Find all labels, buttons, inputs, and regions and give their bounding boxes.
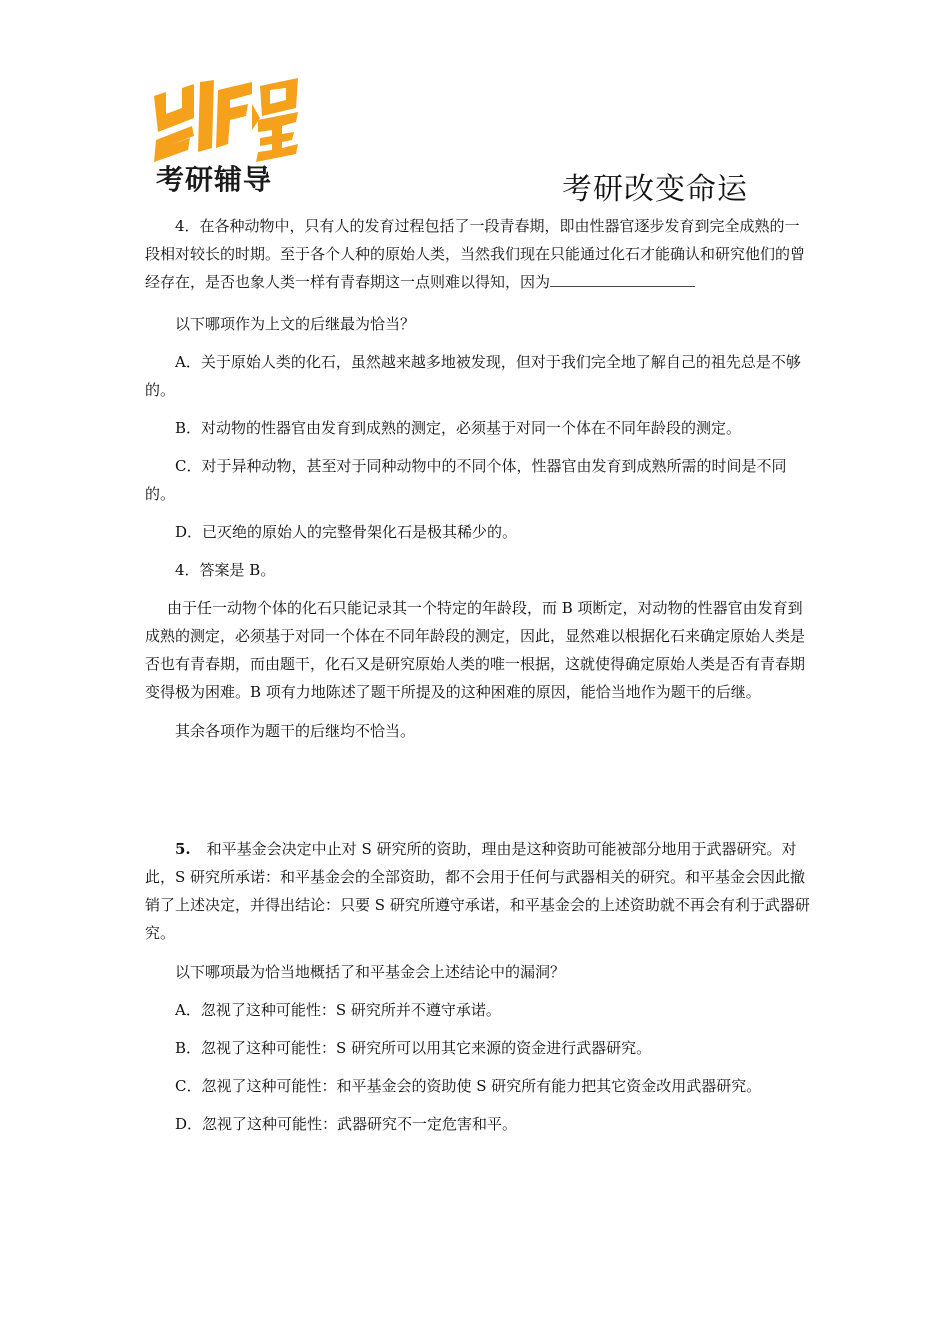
question-5-stem-text: 和平基金会决定中止对 S 研究所的资助，理由是这种资助可能被部分地用于武器研究。对此，S 研究所承诺：和平基金会的全部资助，都不会用于任何与武器相关的研究。和平基金会因此撤销了上述决定，并得出结论：只要 S 研究所遵守承诺，和平基金会的上述资助就不再会有利于武器研究。 bbox=[145, 840, 810, 942]
question-4-option-d: D．已灭绝的原始人的完整骨架化石是极其稀少的。 bbox=[175, 523, 518, 541]
question-5-option-d: D．忽视了这种可能性：武器研究不一定危害和平。 bbox=[175, 1115, 518, 1133]
question-4-remark: 其余各项作为题干的后继均不恰当。 bbox=[175, 722, 416, 740]
question-5-prompt: 以下哪项最为恰当地概括了和平基金会上述结论中的漏洞？ bbox=[175, 963, 566, 981]
question-5-option-a: A．忽视了这种可能性：S 研究所并不遵守承诺。 bbox=[175, 1001, 501, 1019]
logo-mark-icon bbox=[154, 78, 298, 162]
question-4-answer: 4．答案是 B。 bbox=[175, 561, 276, 579]
document-body bbox=[145, 212, 810, 1138]
question-4-option-b: B．对动物的性器官由发育到成熟的测定，必须基于对同一个体在不同年龄段的测定。 bbox=[175, 419, 742, 437]
answer-blank bbox=[550, 270, 695, 287]
logo-subtitle: 考研辅导 bbox=[156, 163, 273, 196]
question-5-option-c: C．忽视了这种可能性：和平基金会的资助使 S 研究所有能力把其它资金改用武器研究。 bbox=[175, 1077, 762, 1095]
question-5-option-b: B．忽视了这种可能性：S 研究所可以用其它来源的资金进行武器研究。 bbox=[175, 1039, 652, 1057]
question-5-number: 5. bbox=[175, 840, 191, 858]
question-5 bbox=[145, 835, 810, 1138]
question-4 bbox=[145, 212, 810, 745]
question-4-stem bbox=[145, 212, 810, 296]
question-4-prompt: 以下哪项作为上文的后继最为恰当？ bbox=[175, 315, 416, 333]
question-4-stem-text: 4．在各种动物中，只有人的发育过程包括了一段青春期，即由性器官逐步发育到完全成熟的一段相对较长的时期。至于各个人种的原始人类，当然我们现在只能通过化石才能确认和研究他们的曾经存在，是否也象人类一样有青春期这一点则难以得知，因为 bbox=[145, 217, 806, 291]
question-4-option-a: A．关于原始人类的化石，虽然越来越多地被发现，但对于我们完全地了解自己的祖先总是不够的。 bbox=[145, 353, 801, 399]
slogan: 考研改变命运 bbox=[562, 172, 748, 207]
question-5-stem bbox=[145, 835, 810, 947]
question-4-explanation: 由于任一动物个体的化石只能记录其一个特定的年龄段，而 B 项断定，对动物的性器官由发育到成熟的测定，必须基于对同一个体在不同年龄段的测定，因此，显然难以根据化石来确定原始人类是否也有青春期，而由题干，化石又是研究原始人类的唯一根据，这就使得确定原始人类是否有青春期变得极为困难。B 项有力地陈述了题干所提及的这种困难的原因，能恰当地作为题干的后继。 bbox=[145, 599, 806, 701]
question-4-option-c: C．对于异种动物，甚至对于同种动物中的不同个体，性器官由发育到成熟所需的时间是不同的。 bbox=[145, 457, 787, 503]
kaicheng-logo bbox=[148, 78, 308, 198]
